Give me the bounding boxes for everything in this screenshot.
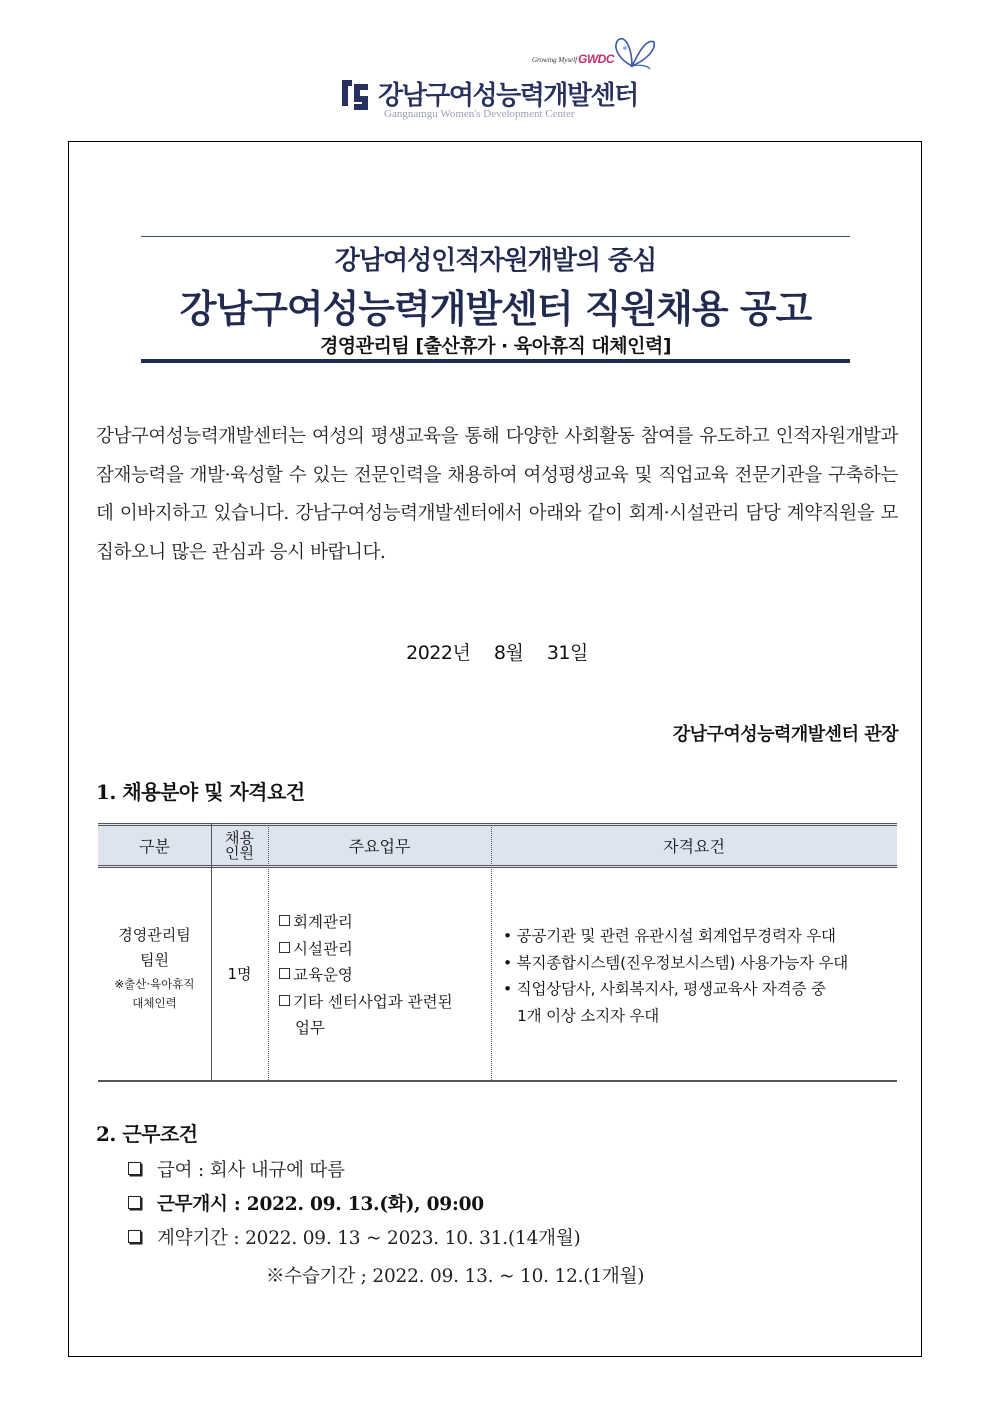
duty-item: 시설관리 bbox=[293, 939, 353, 958]
duty-item: 교육운영 bbox=[293, 966, 353, 984]
cell-qualifications bbox=[503, 923, 893, 1029]
title-divider-bottom bbox=[141, 359, 850, 363]
logo-mark-icon bbox=[338, 76, 372, 112]
header-division: 구분 bbox=[139, 837, 170, 856]
checkbox-square-icon bbox=[279, 968, 290, 979]
checkbox-square-icon bbox=[128, 1196, 141, 1209]
notice-subtitle: 강남여성인적자원개발의 중심 bbox=[334, 246, 657, 276]
duty-item-cont: 업무 bbox=[295, 1019, 325, 1037]
notice-signer: 강남구여성능력개발센터 관장 bbox=[672, 724, 898, 745]
list-item bbox=[279, 962, 489, 989]
division-note-line2: 대체인력 bbox=[132, 996, 177, 1010]
qualification-item: • 복지종합시스템(진우정보시스템) 사용가능자 우대 bbox=[503, 953, 849, 972]
header-duties: 주요업무 bbox=[348, 837, 411, 856]
header-count bbox=[211, 823, 268, 868]
logo-tagline: Growing Myself bbox=[532, 56, 578, 64]
notice-team: 경영관리팀 [출산휴가 · 육아휴직 대체인력] bbox=[319, 335, 672, 357]
checkbox-square-icon bbox=[279, 942, 290, 953]
logo-brand: GWDC bbox=[578, 52, 614, 66]
list-item bbox=[279, 936, 489, 963]
list-item bbox=[279, 989, 489, 1016]
checkbox-square-icon bbox=[279, 995, 290, 1006]
division-line2: 팀원 bbox=[140, 951, 169, 969]
header-count-line1: 채용 bbox=[225, 828, 254, 847]
butterfly-icon bbox=[610, 36, 656, 70]
condition-text: 근무개시 : 2022. 09. 13.(화), 09:00 bbox=[157, 1194, 484, 1215]
notice-title: 강남구여성능력개발센터 직원채용 공고 bbox=[179, 287, 812, 331]
condition-start bbox=[128, 1190, 484, 1216]
division-note-line1: ※출산·육아휴직 bbox=[114, 977, 195, 991]
intro-paragraph: 강남구여성능력개발센터는 여성의 평생교육을 통해 다양한 사회활동 참여를 유도하고 인적자원개발과 잠재능력을 개발·육성할 수 있는 전문인력을 채용하여 여성평생교육 및 직업교육 전문기관을 구축하는데 이바지하고 있습니다. 강남구여성능력개발센터에서 아래와 같이 회계·시설관리 담당 계약직원을 모집하오니 많은 관심과 응시 바랍니다. bbox=[96, 426, 898, 563]
condition-text: 급여 : 회사 내규에 따름 bbox=[157, 1160, 345, 1181]
qualification-item-cont: 1개 이상 소지자 우대 bbox=[517, 1006, 660, 1025]
condition-contract bbox=[128, 1224, 581, 1250]
notice-date: 2022년 8월 31일 bbox=[406, 642, 588, 664]
qualification-item: • 공공기관 및 관련 유관시설 회계업무경력자 우대 bbox=[503, 927, 836, 945]
cell-division bbox=[98, 923, 211, 1011]
header-qualifications: 자격요건 bbox=[663, 837, 725, 856]
duty-item: 기타 센터사업과 관련된 bbox=[293, 992, 453, 1011]
qualification-item: • 직업상담사, 사회복지사, 평생교육사 자격증 중 bbox=[503, 980, 826, 998]
cell-count: 1명 bbox=[227, 965, 252, 983]
recruitment-table bbox=[98, 823, 897, 1083]
header-count-line2: 인원 bbox=[225, 843, 254, 862]
table-bottom-border bbox=[98, 1080, 897, 1082]
checkbox-square-icon bbox=[128, 1230, 141, 1243]
duty-item: 회계관리 bbox=[293, 913, 353, 931]
list-item bbox=[279, 909, 489, 936]
title-divider-top bbox=[141, 236, 850, 237]
condition-salary bbox=[128, 1156, 345, 1182]
division-line1: 경영관리팀 bbox=[118, 926, 191, 944]
org-logo bbox=[338, 36, 658, 126]
cell-duties bbox=[279, 909, 489, 1042]
checkbox-square-icon bbox=[128, 1162, 141, 1175]
condition-probation-note: ※수습기간 ; 2022. 09. 13. ~ 10. 12.(1개월) bbox=[266, 1266, 645, 1287]
condition-text: 계약기간 : 2022. 09. 13 ~ 2023. 10. 31.(14개월) bbox=[157, 1228, 581, 1249]
logo-org-name: 강남구여성능력개발센터 bbox=[378, 81, 638, 111]
section1-heading: 1. 채용분야 및 자격요건 bbox=[96, 780, 305, 804]
checkbox-square-icon bbox=[279, 915, 290, 926]
section2-heading: 2. 근무조건 bbox=[96, 1122, 198, 1146]
logo-org-name-en: Gangnamgu Women's Development Center bbox=[384, 108, 575, 120]
